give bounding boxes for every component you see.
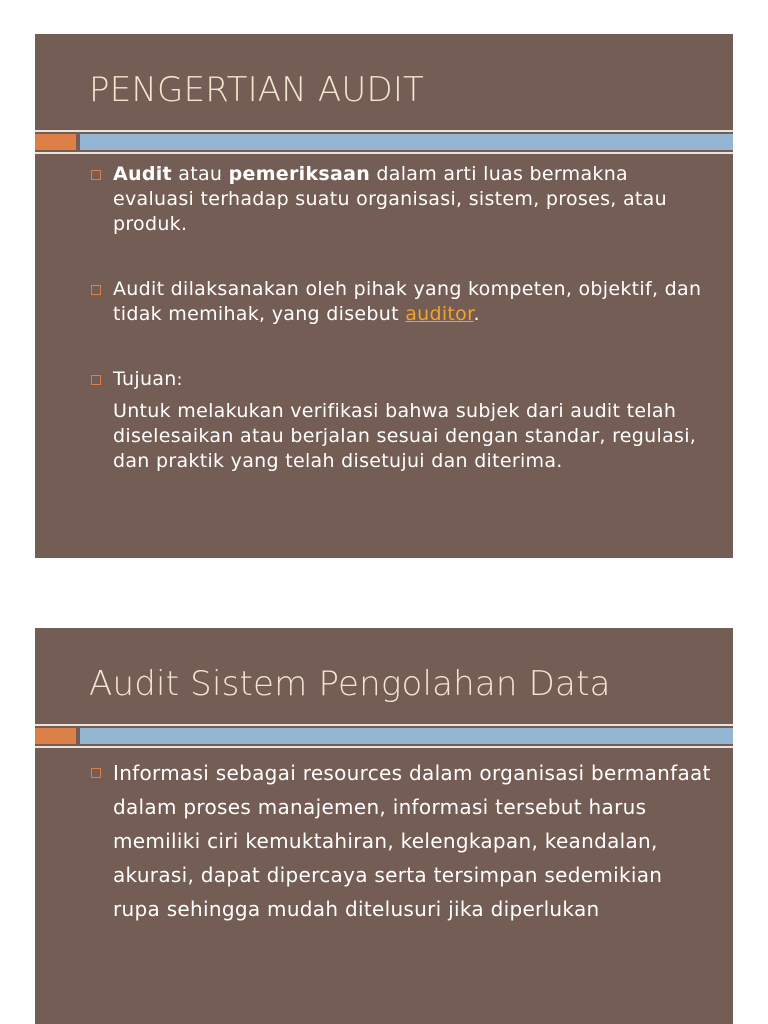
bullet-audit-definition <box>89 162 713 237</box>
auditor-link[interactable]: auditor <box>405 303 474 325</box>
informasi-text: Informasi sebagai resources dalam organisasi bermanfaat dalam proses manajemen, informasi tersebut harus memiliki ciri kemuktahiran, kelengkapan, keandalan, akurasi, dapat dipercaya serta tersimpan sedemikian rupa sehingga mudah ditelusuri jika diperlukan <box>113 761 711 921</box>
slide-2 <box>35 628 733 1024</box>
title-divider-top <box>35 130 733 132</box>
auditor-end: . <box>473 303 480 325</box>
slide-2-title: Audit Sistem Pengolahan Data <box>89 664 611 704</box>
accent-bar-orange <box>35 134 76 150</box>
bullet-tujuan <box>89 367 713 474</box>
square-bullet-icon <box>91 768 101 778</box>
tujuan-text: Untuk melakukan verifikasi bahwa subjek dari audit telah diselesaikan atau berjalan sesuai dengan standar, regulasi, dan praktik yang telah disetujui dan diterima. <box>113 400 697 472</box>
bullet-auditor <box>89 277 713 327</box>
accent-bar-blue <box>80 728 733 744</box>
term-audit: Audit <box>113 163 172 185</box>
title-divider-bottom <box>35 746 733 748</box>
square-bullet-icon <box>91 285 101 295</box>
connector-text: atau <box>171 163 229 185</box>
square-bullet-icon <box>91 170 101 180</box>
tujuan-colon: : <box>176 370 183 390</box>
slide-1-content <box>89 162 713 474</box>
title-divider-bottom <box>35 152 733 154</box>
term-pemeriksaan: pemeriksaan <box>228 163 371 185</box>
slide-1 <box>35 34 733 558</box>
definition-text: dalam arti luas bermakna evaluasi terhadap suatu organisasi, sistem, proses, atau produk. <box>113 163 667 235</box>
accent-bar-orange <box>35 728 76 744</box>
auditor-text: Audit dilaksanakan oleh pihak yang kompeten, objektif, dan tidak memihak, yang disebut <box>113 278 702 325</box>
accent-bar-blue <box>80 134 733 150</box>
slide-1-title: PENGERTIAN AUDIT <box>89 70 425 110</box>
square-bullet-icon <box>91 375 101 385</box>
slide-2-content <box>89 756 713 926</box>
bullet-informasi <box>89 756 713 926</box>
title-divider-top <box>35 724 733 726</box>
tujuan-label: Tujuan <box>113 368 177 390</box>
